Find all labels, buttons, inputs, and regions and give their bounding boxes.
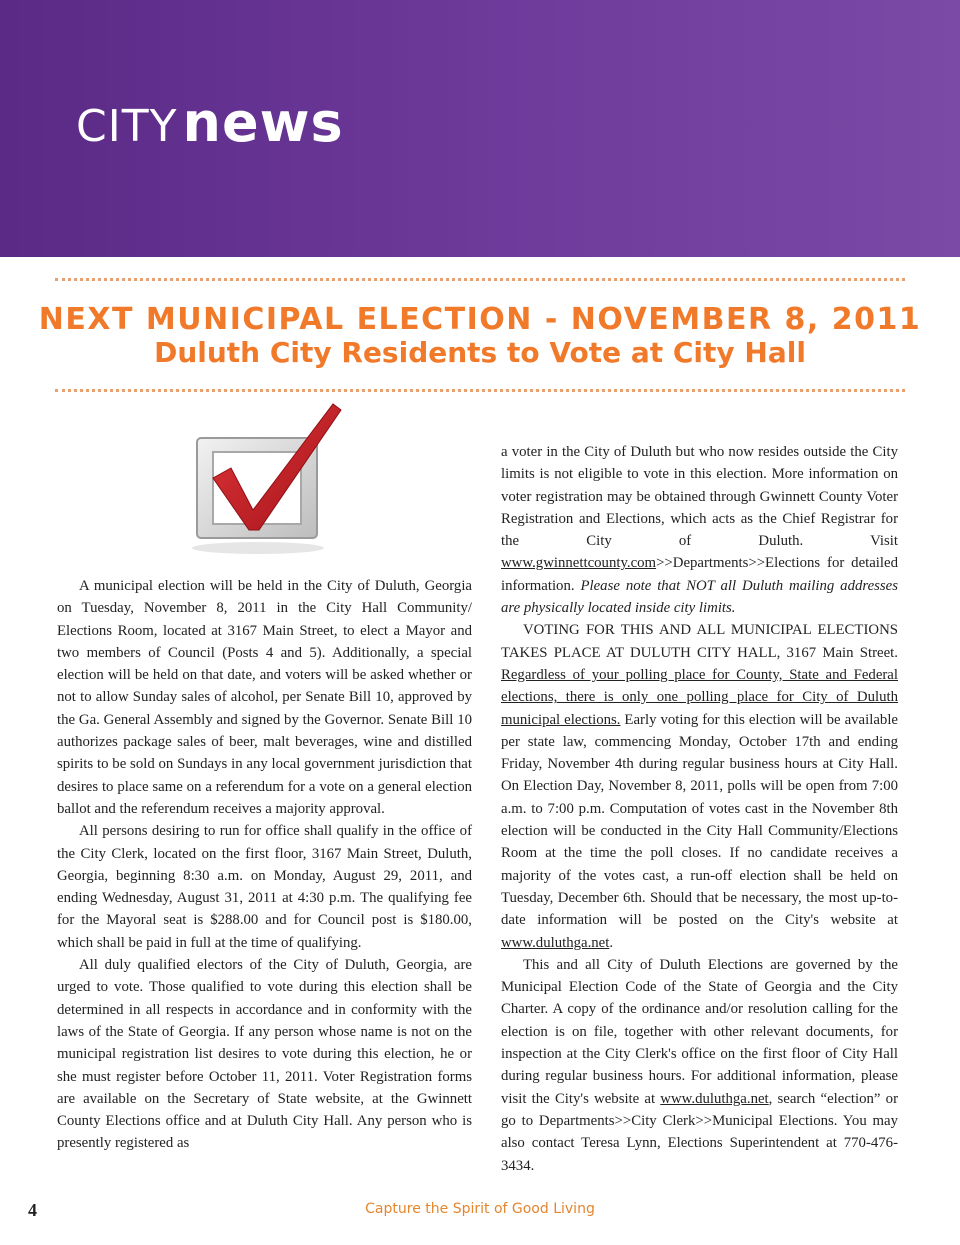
early-voting-end: . [609,934,614,951]
section-title-city: CITY [76,101,178,152]
article-column-left [57,575,472,1155]
registration-text: a voter in the City of Duluth but who now resides outside the City limits is not eligible to vote in this election. More information on voter registration may be obtained through Gwinnett County Voter Registration and Elections, which acts as the Chief Registrar for the City of Duluth. Visit [501,444,898,550]
header-banner [0,0,960,257]
paragraph-voting-location [501,619,898,953]
dotted-divider-bottom [55,389,905,392]
duluthga-link-2[interactable]: www.duluthga.net [660,1090,769,1107]
duluthga-link-1[interactable]: www.duluthga.net [501,934,610,951]
paragraph-election-overview: A municipal election will be held in the City of Duluth, Georgia on Tuesday, November 8, 2011 in the City Hall Community/ Elections Room, located at 3167 Main Street, to elect a Mayor and two members of Council (Posts 4 and 5). Additionally, a special election will be held on that date, and voters will be asked whether or not to allow Sunday sales of alcohol, per Senate Bill 10, approved by the Ga. General Assembly and signed by the Governor. Senate Bill 10 authorizes package sales of beer, malt beverages, wine and distilled spirits to be sold on Sundays in any local government jurisdiction that desires to place same on a referendum for a vote on a general election ballot and the referendum receives a majority approval. [57,578,472,817]
paragraph-registration [501,441,898,619]
page-number: 4 [28,1200,37,1220]
footer-tagline: Capture the Spirit of Good Living [365,1201,595,1217]
governance-text-cont: , search “election” or go to Departments>>City Clerk>>Municipal Elections. You may also contact Teresa Lynn, Elections Superintendent at 770-476-3434. [501,1090,898,1174]
article-column-right [501,441,898,1177]
gwinnett-link[interactable]: www.gwinnettcounty.com [501,555,657,572]
paragraph-electors: All duly qualified electors of the City of Duluth, Georgia, are urged to vote. Those qualified to vote during this election shall be determined in all respects in accordance and in conformity with the laws of the State of Georgia. If any person whose name is not on the municipal registration list desires to vote during this election, he or she must register before October 11, 2011. Voter Registration forms are available on the Secretary of State website, at the Gwinnett County Elections office and at Duluth City Hall. Any person who is presently registered as [57,957,472,1152]
headline-sub: Duluth City Residents to Vote at City Hall [154,336,806,369]
governance-text: This and all City of Duluth Elections are governed by the Municipal Election Code of the State of Georgia and the City Charter. A copy of the ordinance and/or resolution calling for the election is on file, together with other relevant documents, for inspection at the City Clerk's office on the first floor of City Hall during regular business hours. For additional information, please visit the City's website at [501,956,898,1107]
paragraph-qualifying: All persons desiring to run for office shall qualify in the office of the City Clerk, located on the first floor, 3167 Main Street, Duluth, Georgia, beginning 8:30 a.m. on Monday, August 29, 2011, and ending Wednesday, August 31, 2011 at 4:30 p.m. The qualifying fee for the Mayoral seat is $288.00 and for Council post is $180.00, which shall be paid in full at the time of qualifying. [57,823,472,951]
checkbox-checkmark-icon [183,398,353,558]
headline-main: NEXT MUNICIPAL ELECTION - NOVEMBER 8, 2011 [38,302,922,337]
registration-text-cont: >>Departments>>Elections for detailed information. [501,555,898,594]
polling-place-note: Regardless of your polling place for County, State and Federal elections, there is only one polling place for City of Duluth municipal elections. [501,666,898,728]
early-voting-text: Early voting for this election will be available per state law, commencing Monday, October 17th and ending Friday, November 4th during regular business hours at City Hall. On Election Day, November 8, 2011, polls will be open from 7:00 a.m. to 7:00 p.m. Computation of votes cast in the November 8th election will be conducted in the City Hall Community/Elections Room at the time the poll closes. If no candidate receives a majority of the votes cast, a run-off election shall be held on Tuesday, December 6th. Should that be necessary, the most up-to-date information will be posted on the City's website at [501,711,898,929]
mailing-address-note: Please note that NOT all Duluth mailing addresses are physically located inside city limits. [501,577,898,617]
section-title [76,91,344,154]
voting-location-caps: VOTING FOR THIS AND ALL MUNICIPAL ELECTIONS TAKES PLACE AT DULUTH CITY HALL, 3167 Main Street. [501,622,898,661]
section-title-news: news [182,91,344,154]
dotted-divider-top [55,278,905,281]
paragraph-governance [501,954,898,1177]
